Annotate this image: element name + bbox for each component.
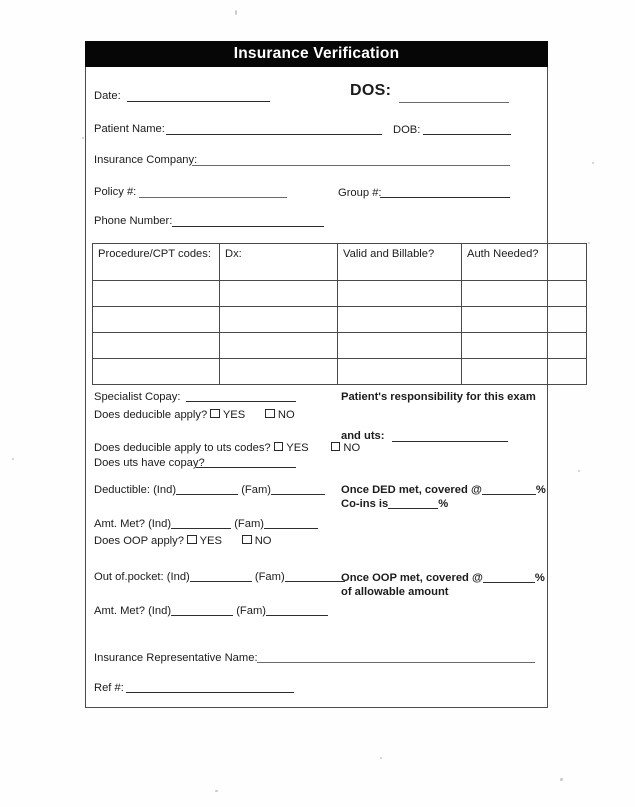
insurance-company-label: Insurance Company: <box>94 154 198 166</box>
once-oop-met-row <box>341 571 545 585</box>
checkbox-oop-yes[interactable] <box>187 535 197 545</box>
deductible-row <box>94 483 325 497</box>
cell-auth-needed[interactable] <box>462 307 587 333</box>
scan-artifact <box>82 137 84 139</box>
cell-dx[interactable] <box>220 333 338 359</box>
deducible-yes-label: YES <box>222 409 246 421</box>
scan-artifact <box>560 778 563 781</box>
ref-number-input-line[interactable] <box>126 692 294 693</box>
cell-procedure-cpt[interactable] <box>93 333 220 359</box>
once-ded-met-label: Once DED met, covered @ <box>341 484 482 496</box>
deducible-uts-row <box>94 441 360 455</box>
specialist-copay-label: Specialist Copay: <box>94 391 181 403</box>
deductible-ind-input[interactable] <box>176 484 238 495</box>
deductible-amt-met-fam-input[interactable] <box>264 518 318 529</box>
oop-apply-row <box>94 534 271 548</box>
scan-artifact <box>592 162 594 164</box>
specialist-copay-input-line[interactable] <box>186 401 296 402</box>
once-oop-met-input[interactable] <box>483 572 535 583</box>
allowable-amount-label: of allowable amount <box>341 586 449 598</box>
oop-no-label: NO <box>254 535 272 547</box>
oop-amt-met-ind-label: Amt. Met? (Ind) <box>94 605 172 617</box>
checkbox-oop-no[interactable] <box>242 535 252 545</box>
insurance-rep-name-input-line[interactable] <box>257 662 535 663</box>
insurance-rep-name-label: Insurance Representative Name: <box>94 652 258 664</box>
co-ins-row <box>341 497 448 511</box>
table-header-row <box>93 244 587 281</box>
deductible-fam-input[interactable] <box>271 484 325 495</box>
phone-number-label: Phone Number: <box>94 215 173 227</box>
phone-number-input-line[interactable] <box>172 226 324 227</box>
column-header-procedure-cpt: Procedure/CPT codes: <box>93 244 220 281</box>
cell-auth-needed[interactable] <box>462 359 587 385</box>
co-ins-label: Co-ins is <box>341 498 389 510</box>
dob-input-line[interactable] <box>423 134 511 135</box>
deductible-amt-met-row <box>94 517 318 531</box>
oop-amt-met-fam-input[interactable] <box>266 605 328 616</box>
out-of-pocket-fam-input[interactable] <box>285 571 345 582</box>
scan-artifact <box>12 458 14 460</box>
oop-amt-met-row <box>94 604 328 618</box>
out-of-pocket-fam-label: (Fam) <box>254 571 285 583</box>
oop-amt-met-ind-input[interactable] <box>171 605 233 616</box>
date-label: Date: <box>94 90 121 102</box>
deducible-apply-row <box>94 408 295 422</box>
group-number-input-line[interactable] <box>380 197 510 198</box>
once-oop-met-label: Once OOP met, covered @ <box>341 572 483 584</box>
cell-valid-billable[interactable] <box>338 359 462 385</box>
and-uts-label: and uts: <box>341 430 385 442</box>
deducible-uts-no-label: NO <box>343 442 361 454</box>
cell-dx[interactable] <box>220 307 338 333</box>
procedure-cpt-table <box>92 243 587 385</box>
once-ded-met-row <box>341 483 546 497</box>
out-of-pocket-ind-input[interactable] <box>190 571 252 582</box>
deductible-fam-label: (Fam) <box>241 484 272 496</box>
and-uts-input-line[interactable] <box>392 441 508 442</box>
uts-copay-input-line[interactable] <box>196 467 296 468</box>
scan-artifact <box>588 242 590 244</box>
dos-input-line[interactable] <box>399 102 509 103</box>
table-row <box>93 307 587 333</box>
checkbox-deducible-yes[interactable] <box>210 409 220 419</box>
patient-responsibility-heading: Patient's responsibility for this exam <box>341 391 536 403</box>
oop-apply-label: Does OOP apply? <box>94 535 184 547</box>
scan-artifact <box>235 10 237 15</box>
cell-procedure-cpt[interactable] <box>93 359 220 385</box>
insurance-company-input-line[interactable] <box>192 165 510 166</box>
policy-number-input-line[interactable] <box>139 197 287 198</box>
cell-dx[interactable] <box>220 359 338 385</box>
deducible-uts-label: Does deducible apply to uts codes? <box>94 442 271 454</box>
oop-yes-label: YES <box>199 535 222 547</box>
deductible-amt-met-ind-input[interactable] <box>171 518 231 529</box>
policy-number-label: Policy #: <box>94 186 137 198</box>
scan-artifact <box>380 757 382 759</box>
cell-valid-billable[interactable] <box>338 307 462 333</box>
scan-artifact <box>215 790 218 792</box>
deducible-no-label: NO <box>277 409 295 421</box>
checkbox-deducible-uts-no[interactable] <box>331 442 341 452</box>
form-title-bar <box>85 41 548 67</box>
deductible-ind-label: Deductible: (Ind) <box>94 484 177 496</box>
table-row <box>93 281 587 307</box>
page-title: Insurance Verification <box>233 45 400 62</box>
once-ded-met-input[interactable] <box>482 484 536 495</box>
cell-auth-needed[interactable] <box>462 281 587 307</box>
co-ins-percent: % <box>438 498 449 510</box>
out-of-pocket-ind-label: Out of.pocket: (Ind) <box>94 571 190 583</box>
column-header-auth-needed: Auth Needed? <box>462 244 587 281</box>
once-oop-met-percent: % <box>534 572 545 584</box>
table-row <box>93 359 587 385</box>
column-header-dx: Dx: <box>220 244 338 281</box>
checkbox-deducible-no[interactable] <box>265 409 275 419</box>
deducible-apply-label: Does deducible apply? <box>94 409 208 421</box>
out-of-pocket-row <box>94 570 345 584</box>
cell-valid-billable[interactable] <box>338 281 462 307</box>
dob-label: DOB: <box>393 124 421 136</box>
deductible-amt-met-fam-label: (Fam) <box>234 518 265 530</box>
table-row <box>93 333 587 359</box>
deductible-amt-met-ind-label: Amt. Met? (Ind) <box>94 518 172 530</box>
cell-procedure-cpt[interactable] <box>93 281 220 307</box>
deducible-uts-yes-label: YES <box>286 442 309 454</box>
cell-dx[interactable] <box>220 281 338 307</box>
cell-valid-billable[interactable] <box>338 333 462 359</box>
column-header-valid-billable: Valid and Billable? <box>338 244 462 281</box>
scan-artifact <box>578 470 580 472</box>
cell-procedure-cpt[interactable] <box>93 307 220 333</box>
once-ded-met-percent: % <box>535 484 546 496</box>
dos-label: DOS: <box>350 82 392 99</box>
cell-auth-needed[interactable] <box>462 333 587 359</box>
patient-name-input-line[interactable] <box>166 134 382 135</box>
date-input-line[interactable] <box>127 101 270 102</box>
uts-copay-label: Does uts have copay? <box>94 457 205 469</box>
patient-name-label: Patient Name: <box>94 123 165 135</box>
oop-amt-met-fam-label: (Fam) <box>236 605 267 617</box>
group-number-label: Group #: <box>338 187 382 199</box>
checkbox-deducible-uts-yes[interactable] <box>274 442 284 452</box>
co-ins-input[interactable] <box>388 498 438 509</box>
ref-number-label: Ref #: <box>94 682 124 694</box>
